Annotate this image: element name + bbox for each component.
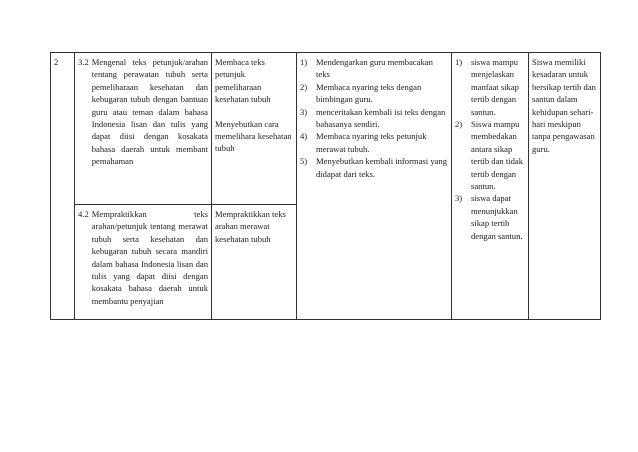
- attitude-cell: [529, 53, 601, 320]
- indicators-cell: [452, 53, 529, 320]
- list-item: [300, 155, 448, 180]
- material-text: Mempraktikkan teks arahan merawat kesehatan tubuh: [215, 209, 286, 244]
- competency-code: 4.2: [78, 209, 89, 219]
- competency-text: Mengenal teks petunjuk/arahan tentang perawatan tubuh serta pemeliharaan kesehatan dan kebugaran tubuh dengan bantuan guru atau teman dalam bahasa Indonesia lisan dan tulis yang dapat diisi dengan kosakata bahasa daerah untuk membant pemahaman: [91, 57, 208, 167]
- list-item-text: Menyebutkan kembali informasi yang didapat dari teks.: [316, 156, 448, 179]
- table-row: [51, 53, 601, 205]
- list-item: [300, 106, 448, 131]
- row-number: 2: [54, 57, 59, 67]
- list-item-number: 3): [455, 193, 463, 204]
- material-text: Membaca teks petunjuk pemeliharaan kesehatan tubuh: [215, 57, 271, 105]
- competency-code: 3.2: [78, 57, 89, 67]
- activities-list: [300, 56, 448, 180]
- list-item-text: Siswa mampu membedakan antara sikap tertib dan tidak tertib dengan santun.: [471, 119, 524, 192]
- list-item-text: Membaca nyaring teks dengan bimbingan guru.: [316, 81, 422, 105]
- list-item-text: Mendengarkan guru membacakan teks: [316, 57, 433, 80]
- list-item: [300, 130, 448, 155]
- attitude-text: Siswa memiliki kesadaran untuk bersikap tertib dan santun dalam kehidupan sehari-hari meskipun tanpa pengawasan guru.: [532, 57, 596, 154]
- list-item-number: 1): [455, 57, 463, 67]
- indicators-list: [455, 56, 525, 242]
- list-item-text: siswa mampu menjelaskan manfaat sikap tertib dengan santun.: [471, 57, 519, 117]
- competency-cell-4-2: [75, 205, 212, 320]
- list-item-number: 3): [300, 106, 308, 117]
- list-item-number: 1): [300, 57, 308, 67]
- list-item-number: 2): [455, 119, 463, 130]
- row-number-cell: [51, 53, 75, 320]
- competency-cell-3-2: [75, 53, 212, 205]
- list-item: [300, 56, 448, 81]
- list-item-text: Membaca nyaring teks petunjuk merawat tubuh.: [316, 131, 427, 154]
- list-item: [455, 118, 525, 192]
- list-item-text: siswa dapat menunjukkan sikap tertib dengan santun.: [471, 193, 523, 241]
- activities-cell: [297, 53, 452, 320]
- list-item-number: 5): [300, 156, 308, 167]
- material-text: Menyebutkan cara memelihara kesehatan tubuh: [215, 118, 292, 154]
- material-cell: [212, 205, 297, 320]
- list-item-text: menceritakan kembali isi teks dengan bahasanya sendiri.: [316, 106, 446, 130]
- list-item: [300, 81, 448, 106]
- list-item: [455, 56, 525, 118]
- list-item-number: 2): [300, 81, 308, 92]
- list-item-number: 4): [300, 131, 308, 142]
- competency-text: Mempraktikkan teks arahan/petunjuk tentang merawat tubuh serta kesehatan dan kebugaran tubuh secara mandiri dalam bahasa Indonesia lisan dan tulis yang dapat diisi dengan kosakata bahasa daerah untuk membantu penyajian: [91, 209, 208, 306]
- list-item: [455, 192, 525, 242]
- lesson-plan-table: [50, 52, 601, 320]
- material-cell: [212, 53, 297, 205]
